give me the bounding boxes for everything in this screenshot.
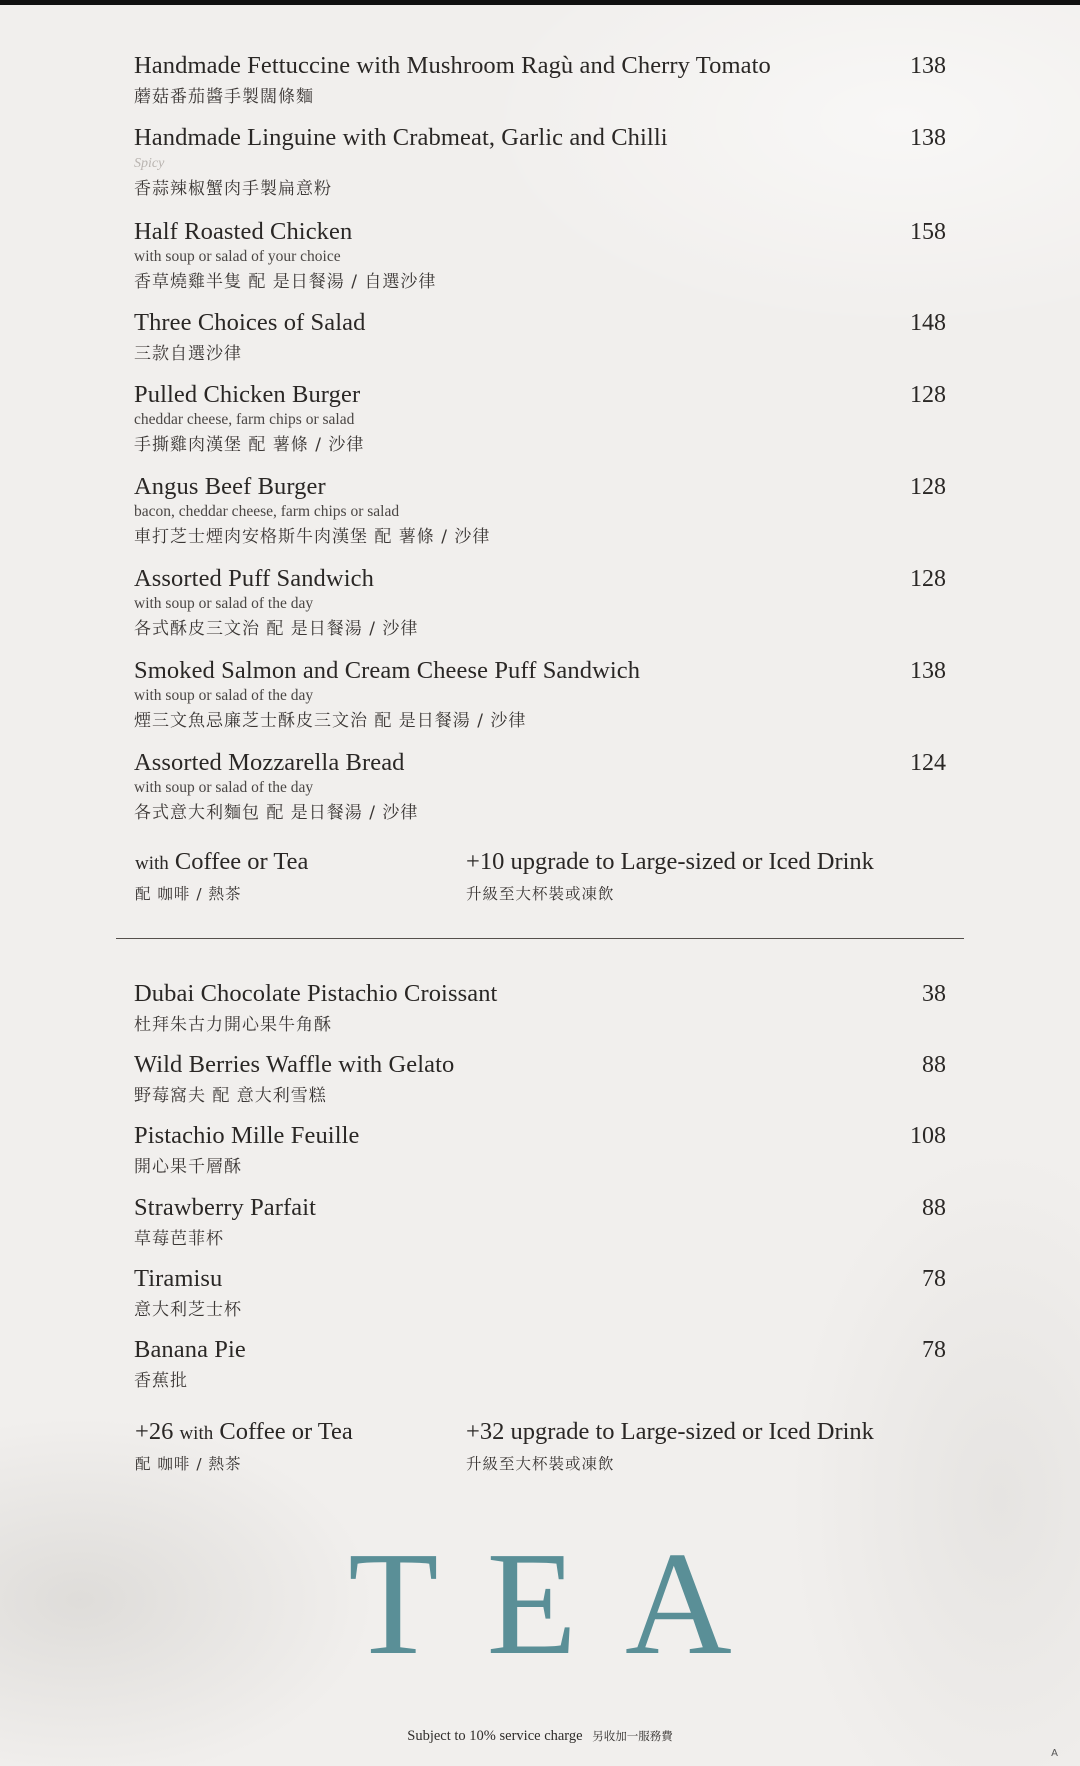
item-name: Half Roasted Chicken [134, 218, 353, 245]
item-price: 128 [910, 382, 946, 408]
page-corner-mark: A [1051, 1748, 1058, 1759]
item-price: 138 [910, 125, 946, 151]
menu-item-mozzarella-bread [134, 749, 946, 823]
addon-chinese: 配 咖啡 / 熱茶 [135, 885, 242, 903]
addon-price: +26 [135, 1418, 174, 1445]
addon-chinese: 升級至大杯裝或凍飲 [466, 885, 615, 903]
addon-title: Coffee or Tea [219, 1418, 353, 1445]
item-name: Handmade Linguine with Crabmeat, Garlic and Chilli [134, 124, 668, 151]
item-name-chinese: 各式酥皮三文治 配 是日餐湯 / 沙律 [134, 619, 419, 639]
menu-item-croissant [134, 980, 946, 1035]
spicy-label: Spicy [134, 156, 165, 171]
item-name: Pulled Chicken Burger [134, 381, 361, 408]
item-name: Smoked Salmon and Cream Cheese Puff Sandwich [134, 657, 641, 684]
item-price: 128 [910, 474, 946, 500]
addon-chinese: 升級至大杯裝或凍飲 [466, 1455, 615, 1473]
item-name-chinese: 蘑菇番茄醬手製闊條麵 [134, 87, 314, 107]
item-name: Strawberry Parfait [134, 1194, 317, 1221]
item-name-chinese: 車打芝士煙肉安格斯牛肉漢堡 配 薯條 / 沙律 [134, 527, 491, 547]
service-charge-cn: 另收加一服務費 [592, 1729, 673, 1743]
item-name-chinese: 開心果千層酥 [134, 1157, 242, 1177]
item-name: Tiramisu [134, 1265, 223, 1292]
item-name: Assorted Mozzarella Bread [134, 749, 405, 776]
addon-title: +10 upgrade to Large-sized or Iced Drink [466, 848, 874, 875]
menu-item-linguine [134, 124, 946, 199]
item-price: 138 [910, 53, 946, 79]
item-price: 138 [910, 658, 946, 684]
item-name-chinese: 草莓芭菲杯 [134, 1229, 224, 1249]
menu-item-banana-pie [134, 1336, 946, 1391]
menu-item-parfait [134, 1194, 946, 1249]
menu-item-puff-sandwich [134, 565, 946, 639]
item-price: 158 [910, 219, 946, 245]
item-name-chinese: 香蒜辣椒蟹肉手製扁意粉 [134, 179, 332, 199]
item-name-chinese: 意大利芝士杯 [134, 1300, 242, 1320]
addon-coffee-tea [135, 848, 308, 904]
item-name-chinese: 三款自選沙律 [134, 344, 242, 364]
item-name: Angus Beef Burger [134, 473, 326, 500]
item-price: 88 [922, 1052, 946, 1078]
item-price: 88 [922, 1195, 946, 1221]
addon-title: Coffee or Tea [174, 848, 309, 875]
item-description: bacon, cheddar cheese, farm chips or salad [134, 503, 400, 520]
item-name: Banana Pie [134, 1336, 246, 1363]
item-price: 148 [910, 310, 946, 336]
service-charge-en: Subject to 10% service charge [407, 1728, 583, 1744]
item-name-chinese: 煙三文魚忌廉芝士酥皮三文治 配 是日餐湯 / 沙律 [134, 711, 527, 731]
item-description: with soup or salad of the day [134, 595, 314, 612]
menu-item-beef-burger [134, 473, 946, 547]
item-price: 128 [910, 566, 946, 592]
service-charge-note [0, 1728, 1080, 1745]
menu-item-fettuccine [134, 52, 946, 107]
item-name: Wild Berries Waffle with Gelato [134, 1051, 455, 1078]
item-name-chinese: 香草燒雞半隻 配 是日餐湯 / 自選沙律 [134, 272, 437, 292]
menu-item-salmon-sandwich [134, 657, 946, 731]
item-name-chinese: 香蕉批 [134, 1371, 188, 1391]
menu-item-salad [134, 309, 946, 364]
item-name: Three Choices of Salad [134, 309, 366, 336]
menu-item-waffle [134, 1051, 946, 1106]
item-name: Pistachio Mille Feuille [134, 1122, 360, 1149]
addon-chinese: 配 咖啡 / 熱茶 [135, 1455, 242, 1473]
item-price: 124 [910, 750, 946, 776]
item-price: 78 [922, 1266, 946, 1292]
section-divider [116, 938, 964, 939]
item-name-chinese: 各式意大利麵包 配 是日餐湯 / 沙律 [134, 803, 419, 823]
top-border [0, 0, 1080, 5]
item-description: with soup or salad of your choice [134, 248, 341, 265]
item-name: Dubai Chocolate Pistachio Croissant [134, 980, 498, 1007]
menu-item-tiramisu [134, 1265, 946, 1320]
addon-prefix: with [179, 1423, 214, 1444]
dessert-addon-upgrade [466, 1418, 874, 1474]
item-price: 38 [922, 981, 946, 1007]
item-name: Assorted Puff Sandwich [134, 565, 374, 592]
addon-title: +32 upgrade to Large-sized or Iced Drink [466, 1418, 874, 1445]
tea-section-title: TEA [348, 1522, 780, 1686]
item-name-chinese: 手撕雞肉漢堡 配 薯條 / 沙律 [134, 435, 365, 455]
item-description: with soup or salad of the day [134, 687, 314, 704]
addon-prefix: with [135, 853, 169, 874]
menu-item-chicken-burger [134, 381, 946, 455]
item-price: 78 [922, 1337, 946, 1363]
item-price: 108 [910, 1123, 946, 1149]
addon-upgrade [466, 848, 874, 904]
item-description: cheddar cheese, farm chips or salad [134, 411, 355, 428]
menu-item-roasted-chicken [134, 218, 946, 292]
item-name-chinese: 野莓窩夫 配 意大利雪糕 [134, 1086, 327, 1106]
menu-item-mille-feuille [134, 1122, 946, 1177]
dessert-addon-coffee-tea [135, 1418, 353, 1474]
item-name: Handmade Fettuccine with Mushroom Ragù and Cherry Tomato [134, 52, 771, 79]
item-description: with soup or salad of the day [134, 779, 314, 796]
item-name-chinese: 杜拜朱古力開心果牛角酥 [134, 1015, 332, 1035]
